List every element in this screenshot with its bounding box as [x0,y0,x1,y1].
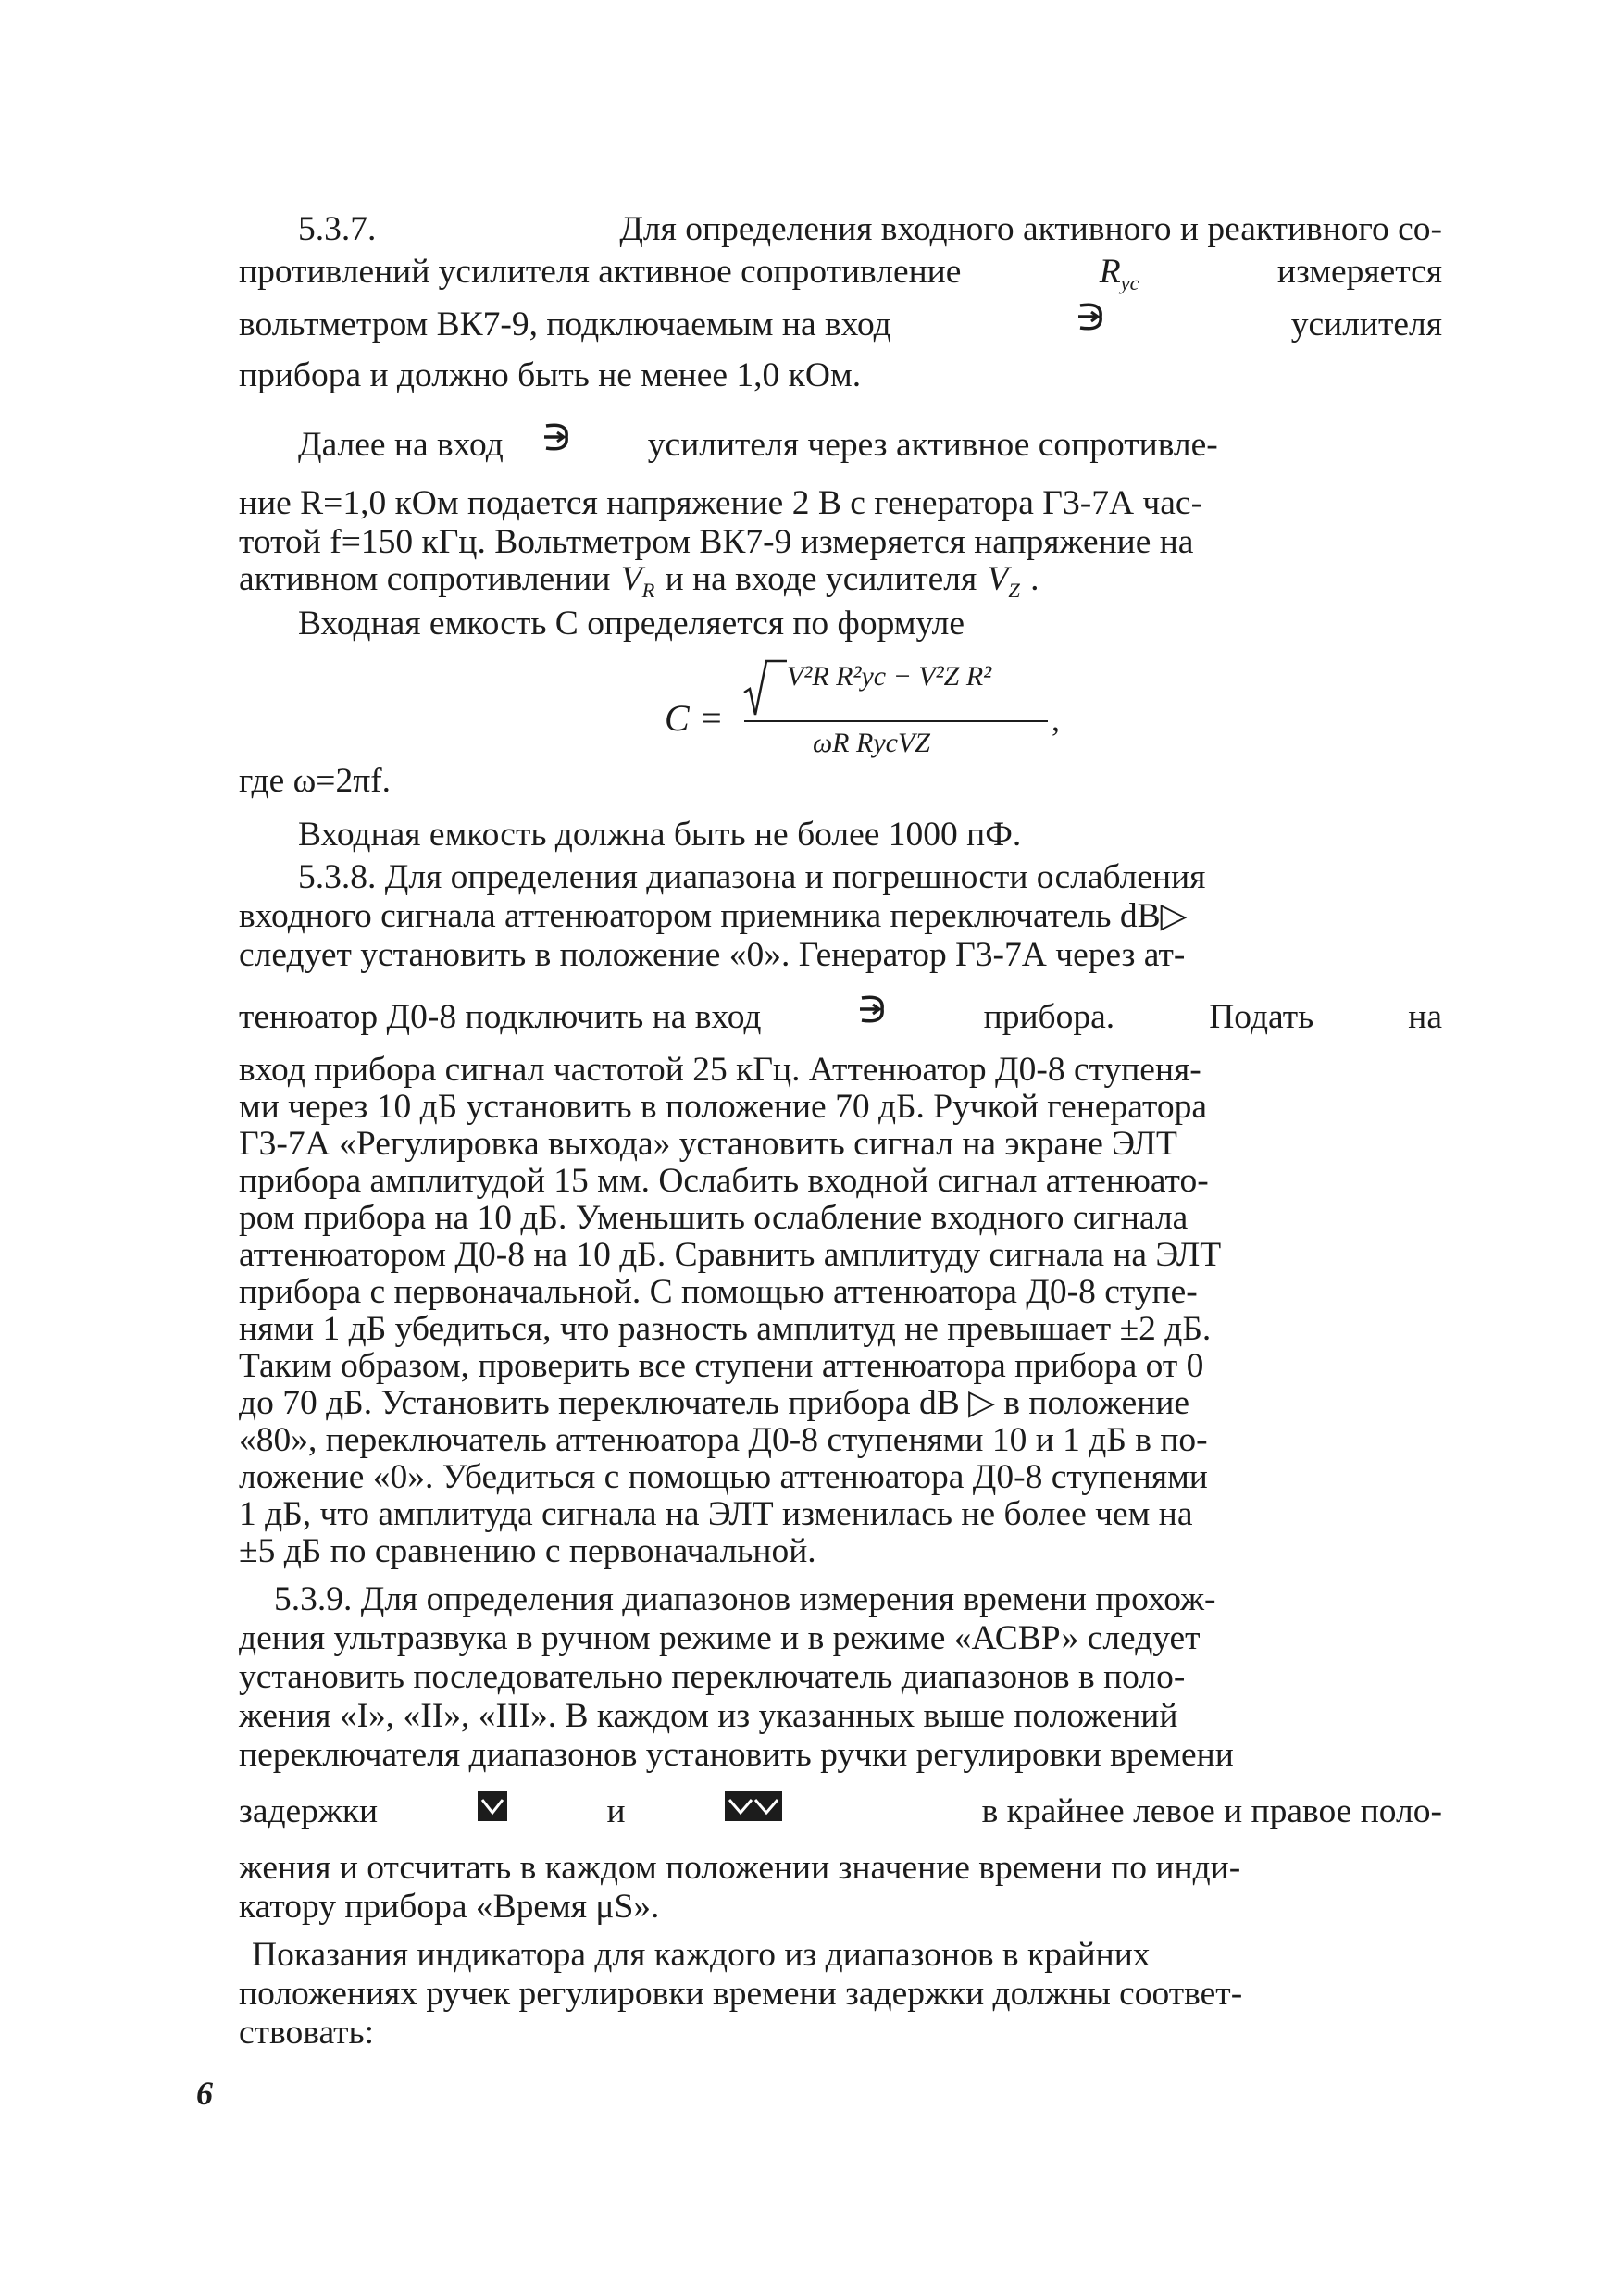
text: вольтметром ВК7-9, подключаемым на вход [239,306,891,343]
p539-line7 [239,1848,1442,1889]
text: ние R=1,0 кОм подается напряжение 2 В с генератора Г3-7А час- [239,484,1203,522]
p539-line6 [239,1791,1442,1832]
text: установить последовательно переключатель диапазонов в поло- [239,1658,1186,1696]
subscript: Z [1008,578,1020,602]
p537-line4 [239,356,1442,396]
p539-line3 [239,1657,1442,1698]
var: V [620,560,642,598]
text: положениях ручек регулировки времени задержки должны соответ- [239,1975,1243,2013]
formula-comma: , [1052,701,1060,738]
p538-line5 [239,1050,1442,1091]
text: жения «I», «II», «III». В каждом из указанных выше положений [239,1697,1178,1735]
amplifier-input-icon [856,991,890,1028]
p537-line11 [298,815,1442,855]
text: Г3-7А «Регулировка выхода» установить сигнал на экране ЭЛТ [239,1125,1177,1163]
page-number: 6 [196,2075,213,2112]
p538-line9 [239,1198,1442,1239]
text: задержки [239,1792,379,1830]
text: Таким образом, проверить все ступени аттенюатора прибора от 0 [239,1347,1204,1385]
p538-line17 [239,1494,1442,1535]
text: следует установить в положение «0». Генератор Г3-7А через ат- [239,936,1186,974]
text: прибора и должно быть не менее 1,0 кОм. [239,356,862,394]
section-number: 5.3.7. [298,210,377,248]
text: Далее на вход [298,426,504,464]
p539-line4 [239,1696,1442,1737]
text: на [1408,998,1442,1036]
sqrt-sign [742,659,789,718]
text: Входная емкость должна быть не более 1000 пФ. [298,816,1022,854]
text: входного сигнала аттенюатором приемника переключатель dB▷ [239,897,1188,935]
text: противлений усилителя активное сопротивление [239,253,962,291]
p538-line11 [239,1272,1442,1313]
text: 1 дБ, что амплитуда сигнала на ЭЛТ изменилась не более чем на [239,1495,1193,1533]
p537-line6 [239,483,1442,524]
text: прибора. [983,998,1115,1036]
p539-line10 [239,1974,1442,2015]
text: 5.3.8. Для определения диапазона и погрешности ослабления [298,858,1206,896]
text: ми через 10 дБ установить в положение 70 дБ. Ручкой генератора [239,1088,1207,1126]
text: измеряется [1276,253,1442,291]
p538-line12 [239,1309,1442,1350]
p538-line3 [239,935,1442,976]
p538-line2 [239,896,1442,937]
fraction-bar [744,720,1048,722]
text: где ω=2πf. [239,762,391,800]
p537-line5 [298,418,1442,466]
text: ложение «0». Убедиться с помощью аттенюатора Д0-8 ступенями [239,1458,1208,1496]
text: . [1030,560,1039,598]
p537-line10 [239,761,1442,802]
text: катору прибора «Время μS». [239,1888,660,1926]
p539-line1 [274,1579,1442,1620]
text: дения ультразвука в ручном режиме и в режиме «АСВР» следует [239,1619,1201,1657]
text: Показания индикатора для каждого из диапазонов в крайних [252,1936,1151,1974]
capacitance-formula [665,659,1072,770]
subscript: R [641,578,655,602]
r-us-symbol [1100,252,1139,304]
var: R [1099,253,1121,291]
p537-line2 [239,252,1442,304]
formula-denominator: ωR RусVZ [813,728,930,758]
text: Входная емкость C определяется по формуле [298,605,965,643]
p537-line3 [239,298,1442,345]
p538-line13 [239,1346,1442,1387]
formula-numerator: V²R R²ус − V²Z R² [787,661,992,692]
text: «80», переключатель аттенюатора Д0-8 ступенями 10 и 1 дБ в по- [239,1421,1208,1459]
p537-line1 [298,209,1442,250]
text: прибора амплитудой 15 мм. Ослабить входной сигнал аттенюато- [239,1162,1209,1200]
p539-line11 [239,2013,1442,2053]
delay-knob-double-icon [724,1791,783,1822]
p538-line16 [239,1457,1442,1498]
text: тотой f=150 кГц. Вольтметром ВК7-9 измеряется напряжение на [239,523,1194,561]
text: до 70 дБ. Установить переключатель прибора dB ▷ в положение [239,1384,1190,1422]
subscript: ус [1120,270,1139,294]
text: прибора с первоначальной. С помощью аттенюатора Д0-8 ступе- [239,1273,1198,1311]
var: V [987,560,1009,598]
text: Подать [1209,998,1314,1036]
amplifier-input-icon [541,418,574,455]
text: и [606,1792,626,1830]
p539-line2 [239,1618,1442,1659]
p539-line9 [252,1935,1442,1976]
text: ±5 дБ по сравнению с первоначальной. [239,1532,816,1570]
p538-line8 [239,1161,1442,1202]
p537-line9 [298,604,1442,644]
p538-line7 [239,1124,1442,1165]
text: в крайнее левое и правое поло- [981,1792,1442,1830]
formula-lhs: C = [665,697,724,739]
text: аттенюатором Д0-8 на 10 дБ. Сравнить амплитуду сигнала на ЭЛТ [239,1236,1222,1274]
text: вход прибора сигнал частотой 25 кГц. Аттенюатор Д0-8 ступеня- [239,1051,1201,1089]
p539-line8 [239,1887,1442,1928]
delay-knob-icon [477,1791,508,1822]
p538-line15 [239,1420,1442,1461]
text: активном сопротивлении [239,560,611,598]
p538-line14 [239,1383,1442,1424]
text: 5.3.9. Для определения диапазонов измерения времени прохож- [274,1580,1216,1618]
p538-line10 [239,1235,1442,1276]
text: ром прибора на 10 дБ. Уменьшить ослабление входного сигнала [239,1199,1189,1237]
p538-line1 [298,857,1442,898]
text: и на входе усилителя [665,560,977,598]
p538-line6 [239,1087,1442,1128]
text: жения и отсчитать в каждом положении значение времени по инди- [239,1849,1241,1887]
text: усилителя через активное сопротивле- [647,426,1218,464]
text: Для определения входного активного и реактивного со- [619,210,1442,248]
text: нями 1 дБ убедиться, что разность амплитуд не превышает ±2 дБ. [239,1310,1212,1348]
text: тенюатор Д0-8 подключить на вход [239,998,762,1036]
p538-line4 [239,991,1442,1038]
p539-line5 [239,1735,1442,1776]
text: усилителя [1290,306,1442,343]
amplifier-input-icon [1075,298,1108,335]
text: переключателя диапазонов установить ручки регулировки времени [239,1736,1234,1774]
p538-line18 [239,1531,1442,1572]
text: ствовать: [239,2014,375,2052]
p537-line7 [239,522,1442,563]
